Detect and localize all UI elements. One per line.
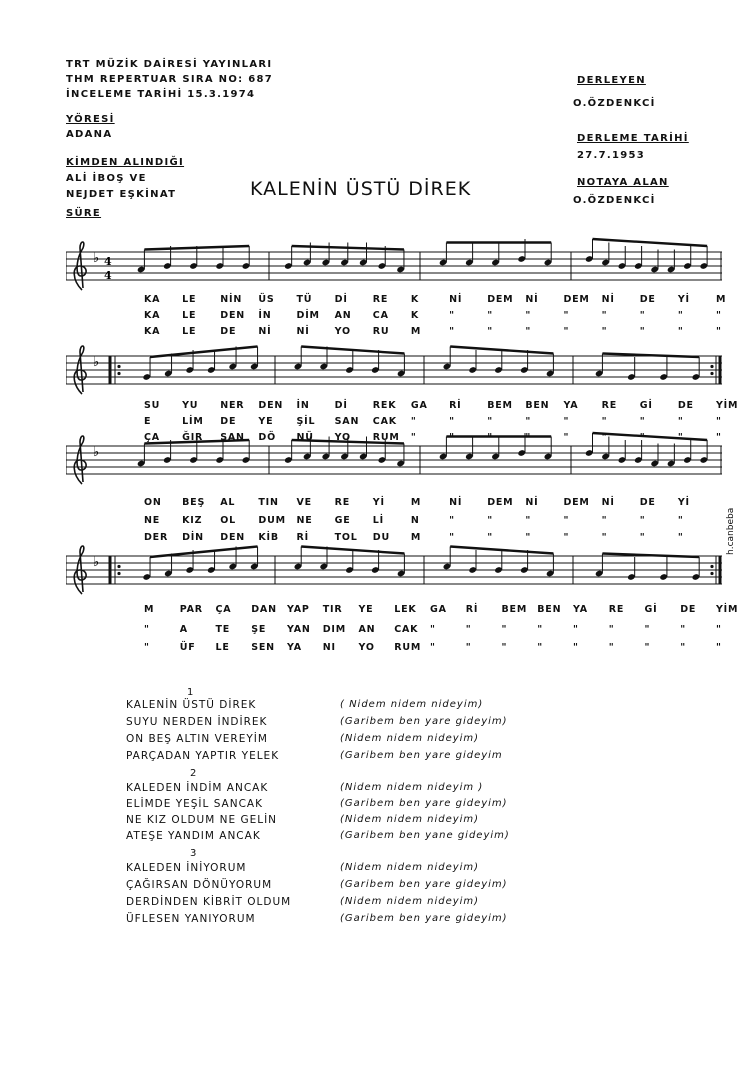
lyric-syllable: RE [334,497,351,508]
lyric-syllable: LE [182,310,197,321]
lyric-row [66,432,726,444]
lyric-syllable: Rİ [465,604,479,615]
source-value-2: NEJDET EŞKİNAT [66,189,177,200]
verse-number: 1 [187,687,194,698]
lyric-syllable: K [410,310,420,321]
lyric-syllable: REK [372,400,397,411]
lyric-syllable: " [563,515,570,526]
lyric-syllable: " [608,624,615,635]
lyric-syllable: TE [215,624,231,635]
lyric-row [66,416,726,428]
lyric-syllable: Yİ [677,294,690,305]
lyric-row [66,294,726,306]
lyric-syllable: YİM [716,604,739,615]
verse-line: DERDİNDEN KİBRİT OLDUM [126,896,292,908]
lyric-syllable: " [525,515,532,526]
lyric-syllable: ŞİL [296,416,316,427]
lyric-syllable: BEM [501,604,528,615]
verse-refrain: (Garibem ben yane gideyim) [340,830,510,841]
lyric-syllable: " [449,416,455,427]
lyric-syllable: " [680,624,686,635]
lyric-syllable: " [430,642,436,653]
verse-line: ÜFLESEN YANIYORUM [126,913,256,925]
lyric-syllable: DE [220,326,237,337]
lyric-syllable: Lİ [372,515,384,526]
compiler-label: DERLEYEN [577,75,646,86]
lyric-syllable: NE [296,515,313,526]
lyric-syllable: " [430,624,436,635]
lyric-syllable: M [410,532,422,543]
lyric-syllable: LE [182,326,197,337]
lyric-syllable: " [501,642,508,653]
lyric-syllable: LİM [182,416,204,427]
song-title: KALENİN ÜSTÜ DİREK [250,178,472,200]
verse-refrain: (Garibem ben yare gideyim) [340,716,508,727]
verse-line: ÇAĞIRSAN DÖNÜYORUM [126,879,273,891]
lyric-row [66,624,726,636]
lyric-syllable: BEŞ [182,497,206,508]
lyric-syllable: RE [372,294,389,305]
lyric-syllable: KİB [258,532,279,543]
lyric-syllable: LE [182,294,197,305]
lyric-syllable: " [449,515,455,526]
lyric-syllable: E [144,416,152,427]
region-label: YÖRESİ [66,114,115,125]
lyric-syllable: " [487,515,493,526]
lyric-syllable: DEM [563,294,590,305]
lyric-syllable: DIM [322,624,347,635]
lyric-syllable: NİN [220,294,243,305]
verse-line: ON BEŞ ALTIN VEREYİM [126,733,268,745]
lyric-syllable: N [410,515,420,526]
verse-line: PARÇADAN YAPTIR YELEK [126,750,280,762]
flat-sign: ♭ [93,251,100,266]
repertoire-number: THM REPERTUAR SIRA NO: 687 [66,74,273,85]
lyric-syllable: YU [182,400,199,411]
lyric-syllable: TIR [322,604,343,615]
lyric-syllable: ÜF [179,642,196,653]
repeat-dot [710,572,713,575]
repeat-dot [710,372,713,375]
repeat-dot [117,572,120,575]
lyric-syllable: DEM [487,497,514,508]
lyric-row [66,497,726,509]
lyric-syllable: " [716,310,722,321]
lyric-syllable: " [716,642,722,653]
lyric-syllable: Nİ [449,294,463,305]
repeat-dot [710,565,713,568]
lyric-syllable: " [601,326,608,337]
lyric-syllable: YO [358,642,375,653]
repeat-dot [117,372,120,375]
lyric-syllable: " [677,416,684,427]
lyric-syllable: PAR [179,604,203,615]
lyric-syllable: " [487,432,493,443]
lyric-syllable: " [644,642,651,653]
lyric-syllable: " [525,310,532,321]
lyric-syllable: " [677,310,684,321]
review-date: İNCELEME TARİHİ 15.3.1974 [66,89,256,100]
lyric-syllable: " [639,326,646,337]
lyric-syllable: DE [639,497,656,508]
lyric-syllable: Dİ [334,400,348,411]
lyric-syllable: DİM [296,310,320,321]
lyric-syllable: " [639,515,646,526]
lyric-syllable: ŞE [251,624,267,635]
lyric-syllable: YA [573,604,588,615]
verse-number: 2 [190,768,197,779]
lyric-syllable: " [465,624,472,635]
lyric-syllable: " [487,326,493,337]
verse-refrain: (Nidem nidem nideyim ) [340,782,484,793]
lyric-syllable: ÜS [258,294,275,305]
lyric-syllable: ÇA [144,432,160,443]
lyric-syllable: DÖ [258,432,276,443]
lyric-syllable: ON [144,497,162,508]
lyric-syllable: YE [358,604,374,615]
source-label: KİMDEN ALINDIĞI [66,157,185,168]
lyric-syllable: NI [322,642,336,653]
lyric-syllable: Nİ [601,497,615,508]
lyric-syllable: YO [334,326,351,337]
verse-refrain: (Garibem ben yare gideyim) [340,879,508,890]
lyric-syllable: KA [144,310,161,321]
lyric-syllable: " [573,624,579,635]
lyric-syllable: LE [215,642,230,653]
time-signature: 4 [104,255,112,268]
lyric-syllable: DE [677,400,694,411]
lyric-row [66,642,726,654]
verse-line: KALEDEN İNİYORUM [126,862,247,874]
lyric-syllable: RE [608,604,625,615]
signature: h.canbeba [726,507,736,555]
duration-label: SÜRE [66,208,102,219]
flat-sign: ♭ [93,445,100,460]
lyric-syllable: " [563,326,570,337]
lyric-syllable: DER [144,532,169,543]
lyric-row [66,532,726,544]
lyric-syllable: YA [287,642,302,653]
lyric-syllable: YE [258,416,274,427]
lyric-syllable: " [537,642,543,653]
lyric-syllable: DAN [251,604,277,615]
lyric-syllable: AN [358,624,376,635]
verse-line: ELİMDE YEŞİL SANCAK [126,798,263,810]
verse-refrain: (Nidem nidem nideyim) [340,814,480,825]
verse-line: ATEŞE YANDIM ANCAK [126,830,261,842]
lyric-syllable: Nİ [258,326,272,337]
lyric-syllable: NE [144,515,161,526]
music-staff-4 [66,540,722,608]
lyric-syllable: M [716,294,727,305]
verse-refrain: (Nidem nidem nideyim) [340,896,480,907]
lyric-syllable: " [601,432,608,443]
lyric-syllable: İN [296,400,310,411]
lyric-syllable: Gİ [644,604,658,615]
lyric-syllable: " [449,310,455,321]
lyric-row [66,310,726,322]
time-signature: 4 [104,269,112,282]
verse-refrain: (Nidem nidem nideyim) [340,733,480,744]
note-beam [150,547,257,558]
lyric-syllable: GA [410,400,428,411]
music-staff-2 [66,340,722,408]
lyric-syllable: Nİ [296,326,310,337]
compile-date-value: 27.7.1953 [577,150,646,161]
lyric-syllable: " [563,532,570,543]
lyric-syllable: İN [258,310,272,321]
lyric-syllable: GA [430,604,447,615]
lyric-syllable: OL [220,515,236,526]
lyric-syllable: SU [144,400,161,411]
lyric-syllable: LEK [394,604,417,615]
lyric-syllable: YAN [287,624,311,635]
notation-value: O.ÖZDENKCİ [573,195,656,206]
lyric-syllable: Nİ [525,294,539,305]
lyric-syllable: K [410,294,420,305]
lyric-syllable: " [410,432,417,443]
lyric-syllable: " [501,624,508,635]
lyric-syllable: Nİ [525,497,539,508]
notation-label: NOTAYA ALAN [577,177,669,188]
lyric-syllable: TOL [334,532,358,543]
lyric-syllable: " [639,310,646,321]
lyric-syllable: Nİ [449,497,463,508]
lyric-syllable: TIN [258,497,279,508]
lyric-syllable: " [563,432,570,443]
lyric-syllable: " [639,432,646,443]
lyric-syllable: CAK [394,624,419,635]
flat-sign: ♭ [93,555,100,570]
lyric-syllable: " [639,532,646,543]
lyric-syllable: " [601,310,608,321]
lyric-syllable: " [525,532,532,543]
lyric-syllable: " [716,416,722,427]
lyric-syllable: KA [144,294,161,305]
repeat-dot [710,365,713,368]
lyric-row [66,515,726,527]
lyric-syllable: " [410,416,417,427]
lyric-syllable: YİM [716,400,739,411]
lyric-syllable: DEM [487,294,514,305]
verse-refrain: ( Nidem nidem nideyim) [340,699,484,710]
lyric-syllable: DEN [258,400,284,411]
lyric-syllable: M [410,326,422,337]
lyric-syllable: CAK [372,416,397,427]
region-value: ADANA [66,129,113,140]
lyric-syllable: DE [680,604,697,615]
lyric-syllable: DU [372,532,390,543]
lyric-syllable: Rİ [449,400,462,411]
lyric-syllable: Yİ [372,497,385,508]
lyric-syllable: VE [296,497,312,508]
lyric-row [66,326,726,338]
lyric-syllable: RE [601,400,617,411]
lyric-syllable: Gİ [639,400,653,411]
lyric-syllable: " [601,532,608,543]
lyric-syllable: " [573,642,579,653]
lyric-syllable: TÜ [296,294,313,305]
lyric-syllable: M [144,604,155,615]
lyric-syllable: " [601,416,608,427]
compiler-value: O.ÖZDENKCİ [573,98,656,109]
lyric-row [66,604,739,616]
note-beam [592,239,707,246]
lyric-syllable: SEN [251,642,275,653]
lyric-syllable: ÇA [215,604,232,615]
lyric-syllable: " [449,326,455,337]
lyric-syllable: BEN [525,400,550,411]
lyric-syllable: RUM [372,432,400,443]
lyric-row [66,400,739,412]
lyric-syllable: KA [144,326,161,337]
repeat-dot [117,365,120,368]
lyric-syllable: " [449,532,455,543]
lyric-syllable: " [525,326,532,337]
lyric-syllable: NÜ [296,432,314,443]
lyric-syllable: DEN [220,532,245,543]
lyric-syllable: Yİ [677,497,690,508]
lyric-syllable: " [639,416,646,427]
lyric-syllable: KIZ [182,515,203,526]
lyric-syllable: ĞIR [182,432,204,443]
lyric-syllable: Nİ [601,294,615,305]
lyric-syllable: " [144,624,150,635]
lyric-syllable: " [487,416,493,427]
verse-line: SUYU NERDEN İNDİREK [126,716,268,728]
lyric-syllable: " [525,416,532,427]
lyric-syllable: " [716,624,722,635]
lyric-syllable: " [644,624,651,635]
lyric-syllable: DEN [220,310,245,321]
lyric-syllable: " [716,326,722,337]
lyric-syllable: DE [220,416,237,427]
lyric-syllable: BEM [487,400,513,411]
verse-refrain: (Nidem nidem nideyim) [340,862,480,873]
lyric-syllable: " [487,532,493,543]
lyric-syllable: " [487,310,493,321]
verse-line: KALENİN ÜSTÜ DİREK [126,699,257,711]
lyric-syllable: DE [639,294,656,305]
lyric-syllable: YA [563,400,579,411]
lyric-syllable: " [677,532,684,543]
lyric-syllable: AN [334,310,352,321]
lyric-syllable: " [144,642,150,653]
lyric-syllable: " [677,326,684,337]
lyric-syllable: DİN [182,532,204,543]
verse-number: 3 [190,848,197,859]
flat-sign: ♭ [93,355,100,370]
verse-line: NE KIZ OLDUM NE GELİN [126,814,278,826]
lyric-syllable: " [563,310,570,321]
repeat-dot [117,565,120,568]
lyric-syllable: " [677,515,684,526]
verse-refrain: (Garibem ben yare gideyim) [340,913,508,924]
lyric-syllable: " [716,432,722,443]
lyric-syllable: SAN [220,432,245,443]
note-beam [150,347,257,358]
lyric-syllable: GE [334,515,351,526]
lyric-syllable: RU [372,326,390,337]
lyric-syllable: Rİ [296,532,309,543]
lyric-syllable: " [601,515,608,526]
lyric-syllable: " [563,416,570,427]
lyric-syllable: " [525,432,532,443]
lyric-syllable: " [465,642,472,653]
lyric-syllable: YO [334,432,351,443]
verse-refrain: (Garibem ben yare gideyim [340,750,503,761]
lyric-syllable: " [608,642,615,653]
lyric-syllable: DEM [563,497,590,508]
publisher-line: TRT MÜZİK DAİRESİ YAYINLARI [66,59,273,70]
lyric-syllable: " [680,642,686,653]
lyric-syllable: M [410,497,422,508]
verse-refrain: (Garibem ben yare gideyim) [340,798,508,809]
lyric-syllable: " [677,432,684,443]
verse-line: KALEDEN İNDİM ANCAK [126,782,269,794]
lyric-syllable: YAP [287,604,310,615]
lyric-syllable: A [179,624,188,635]
lyric-syllable: Dİ [334,294,348,305]
lyric-syllable: DUM [258,515,286,526]
lyric-syllable: CA [372,310,389,321]
lyric-syllable: BEN [537,604,562,615]
lyric-syllable: NER [220,400,245,411]
lyric-syllable: AL [220,497,236,508]
lyric-syllable: " [449,432,455,443]
lyric-syllable: RUM [394,642,422,653]
lyric-syllable: SAN [334,416,360,427]
compile-date-label: DERLEME TARİHİ [577,133,689,144]
lyric-syllable: " [537,624,543,635]
source-value-1: ALİ İBOŞ VE [66,173,147,184]
